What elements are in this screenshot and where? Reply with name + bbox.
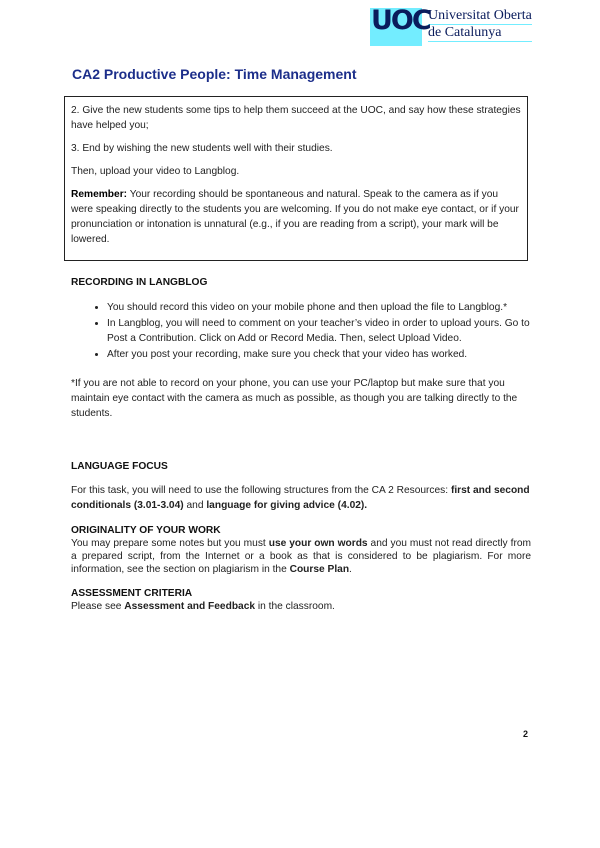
list-item: • After you post your recording, make sure you check that your video has worked. <box>107 347 531 362</box>
originality-heading: ORIGINALITY OF YOUR WORK <box>71 525 221 536</box>
assessment-heading: ASSESSMENT CRITERIA <box>71 588 193 599</box>
recording-footnote: *If you are not able to record on your phone, you can use your PC/laptop but make sure that you maintain eye contact with the camera as much as possible, as though you are talking directly to the students. <box>71 378 518 419</box>
remember-note: Remember: Your recording should be spontaneous and natural. Speak to the camera as if you were speaking directly to the students you are welcoming. If you do not make eye contact, or if your pronunciation or intonation is unnatural (e.g., if you are reading from a script), your mark will be lowered. <box>71 189 519 245</box>
instructions-box <box>64 96 528 261</box>
instruction-step-2: 2. Give the new students some tips to help them succeed at the UOC, and say how these strategies have helped you; <box>71 105 521 131</box>
page-number: 2 <box>523 729 529 739</box>
originality-text: You may prepare some notes but you must use your own words and you must not read directly from a prepared script, from the Internet or a book as that is considered to be plagiarism. For more information, see the section on plagiarism in the Course Plan. <box>71 538 531 575</box>
uoc-logo <box>370 5 532 46</box>
list-item: • You should record this video on your mobile phone and then upload the file to Langblog.* <box>107 300 531 315</box>
recording-list <box>71 300 531 362</box>
instruction-upload: Then, upload your video to Langblog. <box>71 166 240 177</box>
document-title: CA2 Productive People: Time Management <box>72 66 357 82</box>
originality-section <box>71 524 531 576</box>
recording-heading: RECORDING IN LANGBLOG <box>71 277 208 288</box>
assessment-text: Please see Assessment and Feedback in the classroom. <box>71 601 335 612</box>
instruction-step-3: 3. End by wishing the new students well with their studies. <box>71 143 333 154</box>
list-item: • In Langblog, you will need to comment on your teacher’s video in order to upload yours. Go to Post a Contribution. Click on Add or Record Media. Then, select Upload Video. <box>107 316 531 346</box>
language-section <box>71 459 531 513</box>
uoc-logo-mark: UOC <box>370 8 422 46</box>
language-text: For this task, you will need to use the following structures from the CA 2 Resources: first and second conditionals (3.01-3.04) and language for giving advice (4.02). <box>71 485 530 511</box>
assessment-section <box>71 587 531 613</box>
recording-section <box>71 275 531 421</box>
language-heading: LANGUAGE FOCUS <box>71 461 168 472</box>
uoc-logo-text: Universitat Oberta de Catalunya <box>428 8 532 40</box>
